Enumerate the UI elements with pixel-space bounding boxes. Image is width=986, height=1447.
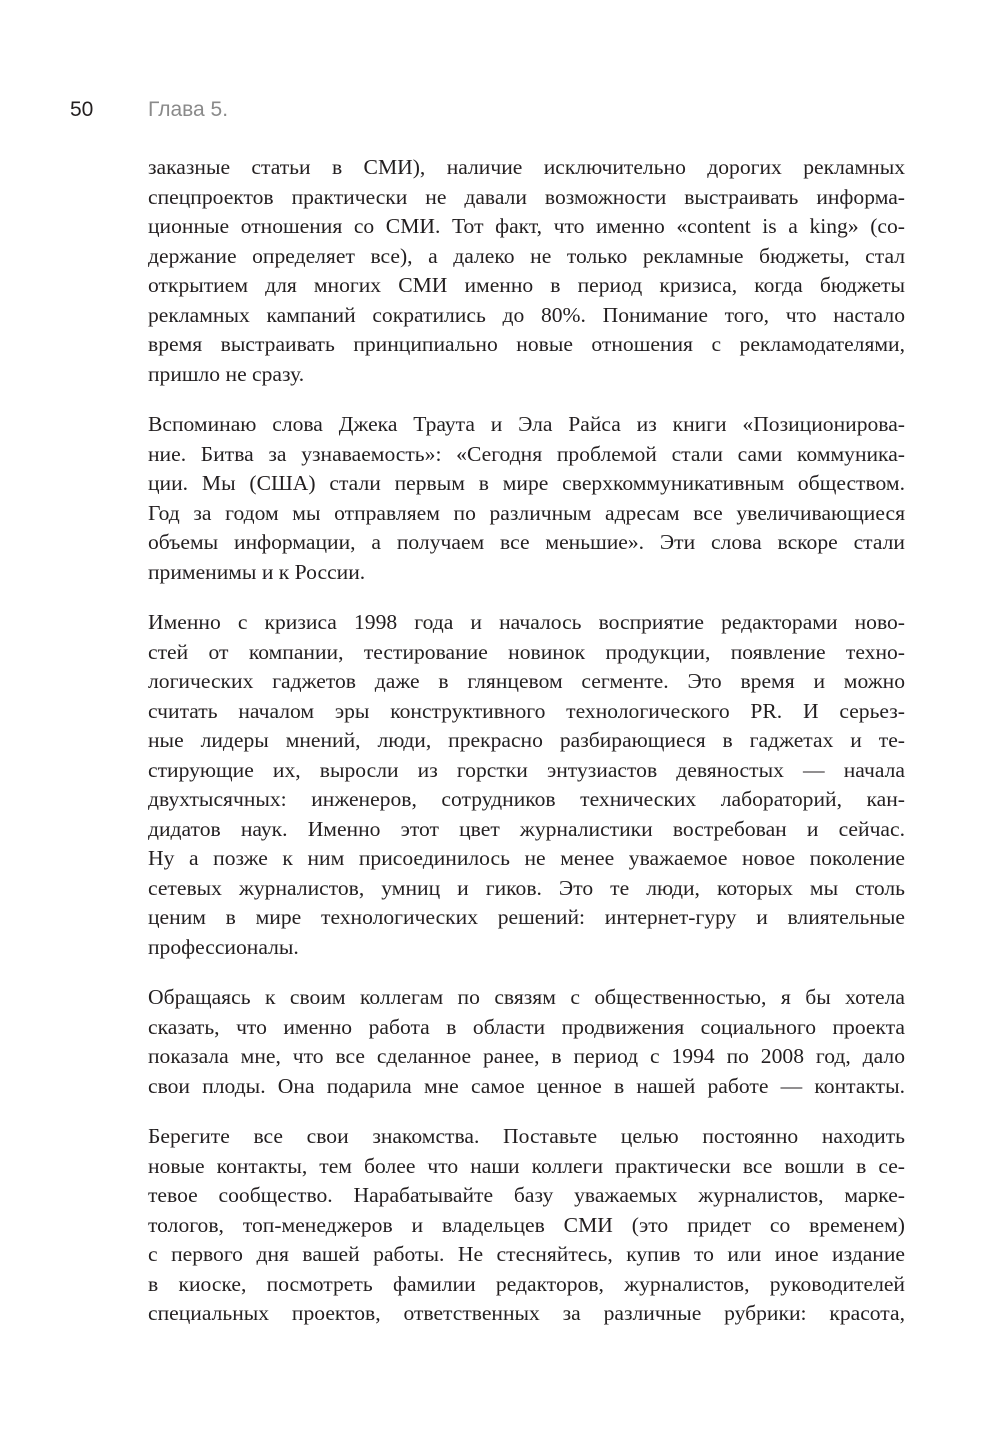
text-line: ценим в мире технологических решений: интернет-гуру и влиятельные bbox=[148, 905, 905, 929]
text-line: Ну а позже к ним присоединилось не менее уважаемое новое поколение bbox=[148, 846, 905, 870]
text-line: ции. Мы (США) стали первым в мире сверхкоммуникативным обществом. bbox=[148, 471, 905, 495]
page-number: 50 bbox=[70, 98, 94, 121]
text-line: заказные статьи в СМИ), наличие исключительно дорогих рекламных bbox=[148, 155, 905, 179]
paragraph bbox=[148, 410, 905, 587]
text-line: новые контакты, тем более что наши коллеги практически все вошли в се- bbox=[148, 1153, 905, 1178]
text-line: время выстраивать принципиально новые отношения с рекламодателями, bbox=[148, 332, 905, 356]
text-line: ние. Битва за узнаваемость»: «Сегодня проблемой стали сами коммуника- bbox=[148, 441, 905, 466]
paragraph bbox=[148, 608, 905, 962]
text-line: Берегите все свои знакомства. Поставьте целью постоянно находить bbox=[148, 1124, 905, 1148]
text-line: профессионалы. bbox=[148, 934, 299, 959]
text-line: Год за годом мы отправляем по различным адресам все увеличивающиеся bbox=[148, 500, 905, 525]
text-line: спецпроектов практически не давали возможности выстраивать информа- bbox=[148, 184, 905, 209]
text-line: стей от компании, тестирование новинок продукции, появление техно- bbox=[148, 639, 905, 664]
text-line: специальных проектов, ответственных за различные рубрики: красота, bbox=[148, 1301, 905, 1325]
text-line: объемы информации, а получаем все меньшие». Эти слова вскоре стали bbox=[148, 530, 905, 554]
text-line: Обращаясь к своим коллегам по связям с общественностью, я бы хотела bbox=[148, 985, 905, 1009]
text-line: применимы и к России. bbox=[148, 559, 366, 584]
text-line: стирующие их, выросли из горстки энтузиастов девяностых — начала bbox=[148, 757, 905, 782]
text-line: открытием для многих СМИ именно в период кризиса, когда бюджеты bbox=[148, 273, 905, 297]
paragraph bbox=[148, 1122, 905, 1329]
text-line: тологов, топ-менеджеров и владельцев СМИ (это придет со временем) bbox=[148, 1212, 905, 1237]
text-line: ционные отношения со СМИ. Тот факт, что именно «content is a king» (со- bbox=[148, 214, 905, 238]
text-line: показала мне, что все сделанное ранее, в период с 1994 по 2008 год, дало bbox=[148, 1044, 905, 1068]
text-line: двухтысячных: инженеров, сотрудников технических лабораторий, кан- bbox=[148, 787, 905, 811]
text-line: в киоске, посмотреть фамилии редакторов, журналистов, руководителей bbox=[148, 1271, 905, 1296]
text-line: свои плоды. Она подарила мне самое ценное в нашей работе — контакты. bbox=[148, 1073, 905, 1098]
text-line: тевое сообщество. Нарабатывайте базу уважаемых журналистов, марке- bbox=[148, 1183, 905, 1207]
body-text bbox=[148, 153, 905, 1350]
paragraph bbox=[148, 983, 905, 1101]
paragraph bbox=[148, 153, 905, 389]
text-line: пришло не сразу. bbox=[148, 361, 305, 386]
text-line: держание определяет все), а далеко не только рекламные бюджеты, стал bbox=[148, 243, 905, 268]
text-line: ные лидеры мнений, люди, прекрасно разбирающиеся в гаджетах и те- bbox=[148, 728, 905, 752]
text-line: с первого дня вашей работы. Не стесняйтесь, купив то или иное издание bbox=[148, 1242, 905, 1266]
text-line: дидатов наук. Именно этот цвет журналистики востребован и сейчас. bbox=[148, 816, 905, 841]
chapter-label: Глава 5. bbox=[148, 98, 229, 121]
text-line: логических гаджетов даже в глянцевом сегменте. Это время и можно bbox=[148, 669, 905, 693]
running-head bbox=[70, 98, 228, 128]
text-line: рекламных кампаний сократились до 80%. Понимание того, что настало bbox=[148, 302, 905, 327]
text-line: считать началом эры конструктивного технологического PR. И серьез- bbox=[148, 698, 905, 723]
text-line: Вспоминаю слова Джека Траута и Эла Райса из книги «Позиционирова- bbox=[148, 412, 905, 436]
text-line: сетевых журналистов, умниц и гиков. Это те люди, которых мы столь bbox=[148, 875, 905, 900]
text-line: сказать, что именно работа в области продвижения социального проекта bbox=[148, 1014, 905, 1039]
text-line: Именно с кризиса 1998 года и началось восприятие редакторами ново- bbox=[148, 610, 905, 634]
